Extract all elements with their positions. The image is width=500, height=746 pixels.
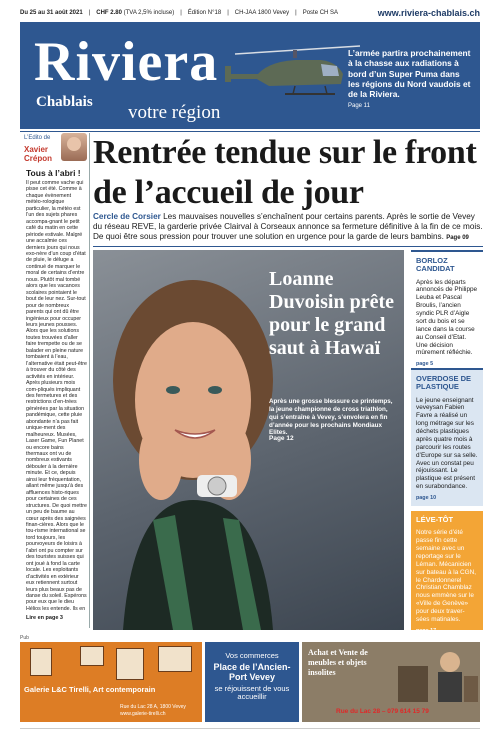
sidebar-item-page: page 10 (416, 495, 437, 501)
edition-number: Édition N°18 (187, 10, 222, 16)
sidebar-item-plastique[interactable] (411, 368, 483, 506)
website-link[interactable]: www.riviera-chablais.ch (377, 8, 480, 18)
sidebar-item-page: page 5 (416, 361, 434, 368)
helicopter-icon (225, 36, 365, 116)
commerce-place: Place de l’Ancien-Port Vevey (213, 662, 291, 683)
sidebar-item-text: Notre série d’été passe fin cette semaine avec un reportage sur le Léman. Mécanicien sur bateau à la CGN, le Chardonnerel Christian Chamblaz nous emmène sur le «Ville de Genève» pour deux traver-sées matinales. (416, 529, 477, 623)
divider (20, 728, 480, 729)
cover-photo-story[interactable] (93, 250, 404, 630)
sidebar-item-title: BORLOZ CANDIDAT (416, 256, 455, 274)
author-first-name: Xavier (24, 145, 49, 154)
artwork-image (116, 648, 144, 680)
story-caption: Après une grosse blessure ce printemps, la jeune championne de cross triathlon, qui s’entraîne à Vevey, s’envolera en fin d’année pour les prochains Mondiaux Elites. (269, 398, 393, 437)
sidebar-item-leve-tot[interactable] (411, 511, 483, 634)
artwork-image (158, 646, 192, 672)
top-info-line (20, 6, 480, 20)
antiques-address: Rue du Lac 28 – 079 614 15 79 (336, 708, 429, 715)
editorial-body: Il peut comme vache qui pisse cet été. Comme à chaque évènement météo-rologique particulier, la météo est l’un des sujets phares accompa-gnant le petit café du matin en cette période estivale. Malgré une accalmie ces derniers jours qui nous exo-nère d’un coup d’état de pluie, le déluge a continué de marquer le moral de certains d’entre nous. Plutôt mal tombé alors que les vacances scolaires pointaient le bout de leur nez. Sur-tout pour de nombreux parents qui ont dû être ingénieux pour occuper leurs jeunes pousses. Alors que les solutions toutes trouvées d’aller faire trempette ou de se balader en pleine nature tombaient à l’eau, l’alternative était peut-être à trouver du côté des activités en intérieur. Après plusieurs mois com-pliqués impliquant des fermetures et des restrictions d’en-trées générées par la situation pandémique, cette pluie abondante n’a pas fait unique-ment des malheureux. Musées, Laser Game, Fun Planet ou encore bains thermaux ont vu de nombreux estivants débouler à la dernière minute. Et ce, depuis ainsi leur fréquentation, allant même jusqu’à des affluences histo-riques pour certaines de ces structures. De quoi mettre un peu de baume au cœur après des saignées finan-cières. Alors que le tou-risme international se tord toujours, les pourvoyeurs de loisirs à l’abri ont pu compter sur des touristes suisses qui ont joué à fond la carte locale. Les exploitants d’activités en extérieur eux retiennent surtout leurs plus beaux pas de danse du soleil. Espérons pour eux que le dieu Hélios les entende. Ils en (26, 180, 87, 610)
newspaper-logo: Riviera (34, 31, 219, 93)
sidebar-item-borloz[interactable] (411, 250, 483, 368)
gallery-address: Rue du Lac 28 A, 1800 Vevey www.galerie-tirelli.ch (120, 704, 186, 717)
column-divider (89, 133, 90, 628)
divider (20, 131, 480, 132)
page-title[interactable]: Rentrée tendue sur le front de l’accueil de jour (93, 134, 477, 211)
sidebar-item-title: LÉVE-TÔT (416, 515, 454, 524)
sidebar-item-text: Le jeune enseignant veveysan Fabien Favre a réalisé un long métrage sur les déchets plastiques après quatre mois à parcourir les routes d’Europe sur sa selle. Avec un constat peu réjouissant. Le plastique est présent en surabondance. (416, 396, 478, 491)
editorial-continue-link[interactable]: Lire en page 3 (26, 615, 63, 621)
lead-kicker: Cercle de Corsier (93, 212, 161, 221)
ad-antiques[interactable] (302, 642, 480, 722)
masthead (20, 22, 480, 129)
issue-meta: Du 25 au 31 août 2021 | CHF 2.80 (TVA 2,5% incluse) | Édition N°18 | CH-JAA 1800 Vevey | Poste CH SA (20, 10, 339, 16)
ad-gallery[interactable] (20, 642, 202, 722)
sidebar-item-title: OVERDOSE DE PLASTIQUE (416, 374, 472, 392)
poste-label: Poste CH SA (302, 10, 339, 16)
story-title: Loanne Duvoisin prête pour le grand saut à Hawaï (269, 268, 394, 359)
teaser-page: Page 11 (348, 103, 370, 110)
story-page: Page 12 (269, 435, 294, 442)
artwork-image (30, 648, 52, 676)
antiques-photo (398, 646, 478, 704)
gallery-title: Galerie L&C Tirelli, Art contemporain (24, 685, 156, 694)
ad-banner (20, 642, 480, 722)
logo-subtitle: Chablais (36, 94, 93, 110)
logo-tagline: votre région (128, 102, 221, 123)
helicopter-teaser[interactable] (348, 48, 472, 111)
antiques-title: Achat et Vente de meubles et objets insolites (308, 648, 368, 677)
lead-text: Les mauvaises nouvelles s’enchaînent pour certains parents. Après le sortie de Vevey du réseau REVE, la garderie privée Clairval à Corseaux annonce sa fermeture définitive à la fin de ce mois. De quoi être sous pression pour trouver une solution en urgence pour la garde de leurs bambins. (93, 212, 483, 242)
postal-code: CH-JAA 1800 Vevey (234, 10, 290, 16)
artwork-image (80, 646, 104, 666)
issue-date: Du 25 au 31 août 2021 (20, 10, 83, 16)
editorial-title: Tous à l’abri ! (26, 168, 81, 178)
sidebar-item-text: Après les départs annoncés de Philippe Leuba et Pascal Broulis, l’ancien syndic PLR d’Aigle sort du bois et se lance dans la course au Conseil d’Etat. Une décision mûrement réfléchie. (416, 278, 478, 357)
ad-commerces[interactable] (205, 642, 299, 722)
commerce-line1: Vos commerces (225, 651, 279, 660)
edito-label: L’Edito de (24, 135, 51, 141)
price-note: (TVA 2,5% incluse) (123, 10, 175, 16)
pub-label: Pub (20, 635, 29, 641)
lead-paragraph (93, 212, 483, 243)
issue-price: CHF 2.80 (96, 10, 122, 16)
avatar (61, 133, 87, 161)
teaser-text: L’armée partira prochainement à la chasse aux radiations à bord d’un Super Puma dans les régions du Nord vaudois et de la Riviera. (348, 48, 471, 99)
commerce-line3: se réjouissent de vous accueillir (214, 683, 290, 702)
sidebar-item-page: page 17 (416, 627, 437, 634)
author-last-name: Crépon (24, 153, 52, 163)
lead-page: Page 09 (446, 235, 469, 242)
divider (93, 246, 483, 247)
